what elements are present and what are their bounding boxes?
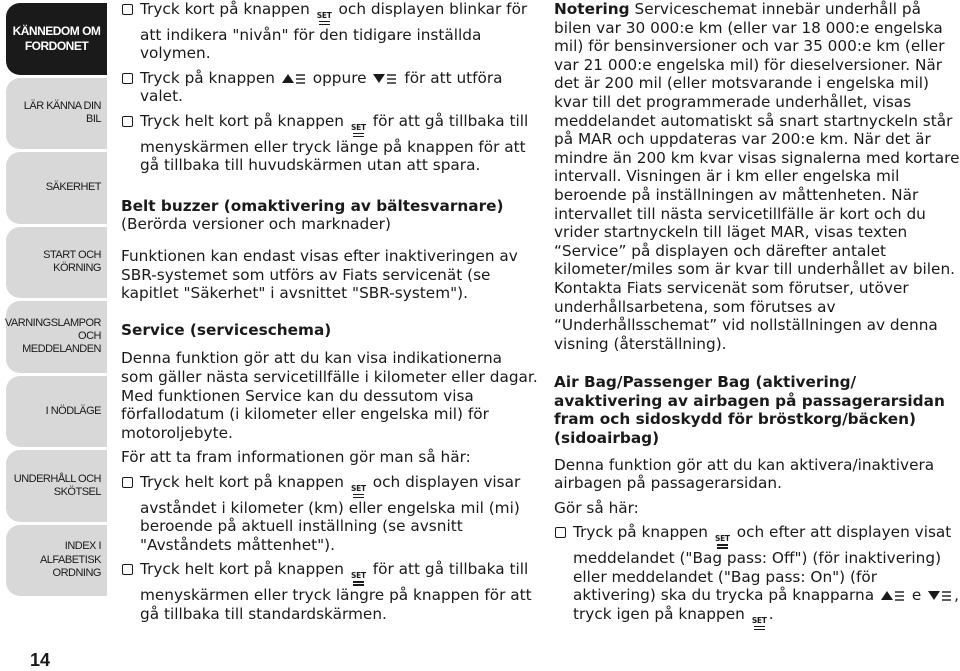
bullet-text: och displayen visar avståndet i kilometer (km) eller engelska mil (mi) beroende på aktuell inställning (se avsnitt "Avståndets måttenhet").: [140, 473, 521, 554]
list-item: [121, 112, 539, 175]
bullet-text: e: [911, 586, 922, 605]
bullet-text: Tryck helt kort på knappen: [140, 473, 345, 491]
tab-sakerhet[interactable]: [6, 152, 107, 224]
set-button-icon: [316, 9, 333, 26]
tab-label: UNDERHÅLL OCH SKÖTSEL: [13, 472, 101, 498]
bullet-text: för att gå tillbaka till menyskärmen eller tryck längre på knappen för att gå tillbaka till standardskärmen.: [140, 560, 532, 623]
tab-label: START OCH KÖRNING: [43, 249, 101, 275]
tab-varningslampor[interactable]: [6, 301, 107, 373]
checkbox-bullet-icon: [122, 73, 133, 84]
list-item: [121, 473, 539, 554]
heading-belt-buzzer: Belt buzzer (omaktivering av bältesvarnare): [121, 196, 504, 215]
paragraph-service: Denna funktion gör att du kan visa indikationerna som gäller nästa servicetillfälle i kilometer eller dagar. Med funktionen Service kan du dessutom visa förfallodatum (i kilometer eller engelska mil) för motoroljebyte.: [121, 349, 538, 442]
tab-lar-kanna-din-bil[interactable]: [6, 78, 107, 150]
column-middle: [121, 0, 539, 629]
set-button-icon: [714, 532, 731, 549]
tab-underhall-och-skotsel[interactable]: [6, 450, 107, 522]
bullet-text: , tryck igen på knappen: [573, 586, 960, 623]
set-button-icon: [350, 482, 367, 499]
subheading-belt-buzzer: (Berörda versioner och marknader): [121, 215, 391, 234]
tab-kannedom-om-fordonet[interactable]: [6, 3, 107, 75]
tab-label: SÄKERHET: [45, 181, 101, 194]
tab-i-nodlage[interactable]: [6, 376, 107, 448]
bullet-text: Tryck kort på knappen: [140, 0, 310, 18]
bullet-text: Tryck på knappen: [573, 523, 708, 542]
bullet-text: och efter att displayen visat meddelandet ("Bag pass: Off") (för inaktivering) eller meddelandet ("Bag pass: On") (för aktivering) ska du trycka på knapparna: [573, 523, 952, 605]
set-button-icon: [751, 614, 768, 631]
set-button-icon: [350, 569, 367, 586]
label-notering: Notering: [554, 0, 630, 18]
list-item: [554, 523, 960, 630]
tab-start-och-korning[interactable]: [6, 227, 107, 299]
set-label: SET: [351, 484, 366, 493]
tab-label: KÄNNEDOM OM FORDONET: [12, 24, 101, 53]
bullet-text: och displayen blinkar för att indikera "nivån" för den tidigare inställda volymen.: [140, 0, 528, 63]
set-label: SET: [351, 571, 366, 581]
paragraph-service-howto: För att ta fram informationen gör man så här:: [121, 448, 471, 467]
bullet-text: .: [768, 604, 774, 623]
tab-label: INDEX I ALFABETISK ORDNING: [39, 540, 101, 579]
paragraph-belt-buzzer: Funktionen kan endast visas efter inaktiveringen av SBR-systemet som utförs av Fiats servicenät (se kapitlet "Säkerhet" i avsnittet "SBR-system").: [121, 247, 518, 303]
up-arrow-button-icon: [281, 70, 307, 86]
set-label: SET: [714, 534, 730, 544]
bullet-text: för att gå tillbaka till menyskärmen eller tryck länge på knappen för att gå tillbaka till huvudskärmen utan att spara.: [140, 112, 529, 175]
tab-index[interactable]: [6, 525, 107, 597]
heading-airbag: Air Bag/Passenger Bag (aktivering/ avaktivering av airbagen på passagerarsidan fram och sidoskydd för bröstkorg/bäcken) (sidoairbag): [554, 373, 945, 448]
set-label: SET: [751, 615, 767, 625]
list-item: [121, 560, 539, 623]
bullet-text: Tryck helt kort på knappen: [140, 560, 345, 579]
checkbox-bullet-icon: [122, 477, 133, 488]
set-button-icon: [350, 121, 367, 138]
section-tabs: [6, 3, 107, 599]
paragraph-notering: [554, 0, 960, 353]
notering-text: Serviceschemat innebär underhåll på bilen var 30 000:e km (eller var 18 000:e engelska mil) för bensinversioner och var 35 000:e km (eller var 21 000:e engelska mil) för dieselversioner. När det är 200 mil (eller motsvarande i engelska mil) kvar till det programmerade underhållet, visas meddelandet automatiskt så snart startnyckeln står på MAR och uppdateras var 200:e km. När det är mindre än 200 km kvar visas signalerna med kortare intervall. Visningen är i km eller engelska mil beroende på inställningen av måttenheten. När intervallet till nästa servicetillfälle är kort och du vrider startnyckeln till läget MAR, visas texten “Service” på displayen och därefter antalet kilometer/miles som är kvar till underhållet av bilen. Kontakta Fiats servicenät som förutser, utöver underhållsarbetena, som förutses av “Underhållsschemat” vid nollställningen av denna visning (återställning).: [554, 0, 960, 353]
down-arrow-button-icon: [372, 70, 398, 86]
heading-service: Service (serviceschema): [121, 320, 332, 339]
bullet-text: Tryck helt kort på knappen: [140, 112, 345, 131]
bullet-text: oppure: [312, 68, 367, 87]
list-item: [121, 69, 539, 106]
down-arrow-button-icon: [927, 587, 953, 603]
paragraph-airbag-howto: Gör så här:: [554, 498, 639, 517]
set-label: SET: [316, 11, 332, 20]
list-item: [121, 0, 539, 63]
bullet-text: Tryck på knappen: [140, 68, 275, 87]
set-label: SET: [351, 123, 366, 133]
tab-label: VARNINGSLAMPOR OCH MEDDELANDEN: [4, 316, 101, 356]
up-arrow-button-icon: [880, 587, 906, 603]
bullet-text: för att utföra valet.: [140, 68, 503, 106]
page-number: 14: [30, 650, 51, 670]
checkbox-bullet-icon: [122, 564, 133, 575]
checkbox-bullet-icon: [122, 4, 133, 15]
checkbox-bullet-icon: [122, 116, 133, 127]
section-sidebar: [0, 0, 107, 671]
column-right: [554, 0, 960, 637]
tab-label: I NÖDLÄGE: [45, 404, 101, 417]
checkbox-bullet-icon: [555, 527, 566, 538]
tab-label: LÄR KÄNNA DIN BIL: [23, 100, 101, 126]
paragraph-airbag: Denna funktion gör att du kan aktivera/inaktivera airbagen på passagerarsidan.: [554, 455, 935, 493]
